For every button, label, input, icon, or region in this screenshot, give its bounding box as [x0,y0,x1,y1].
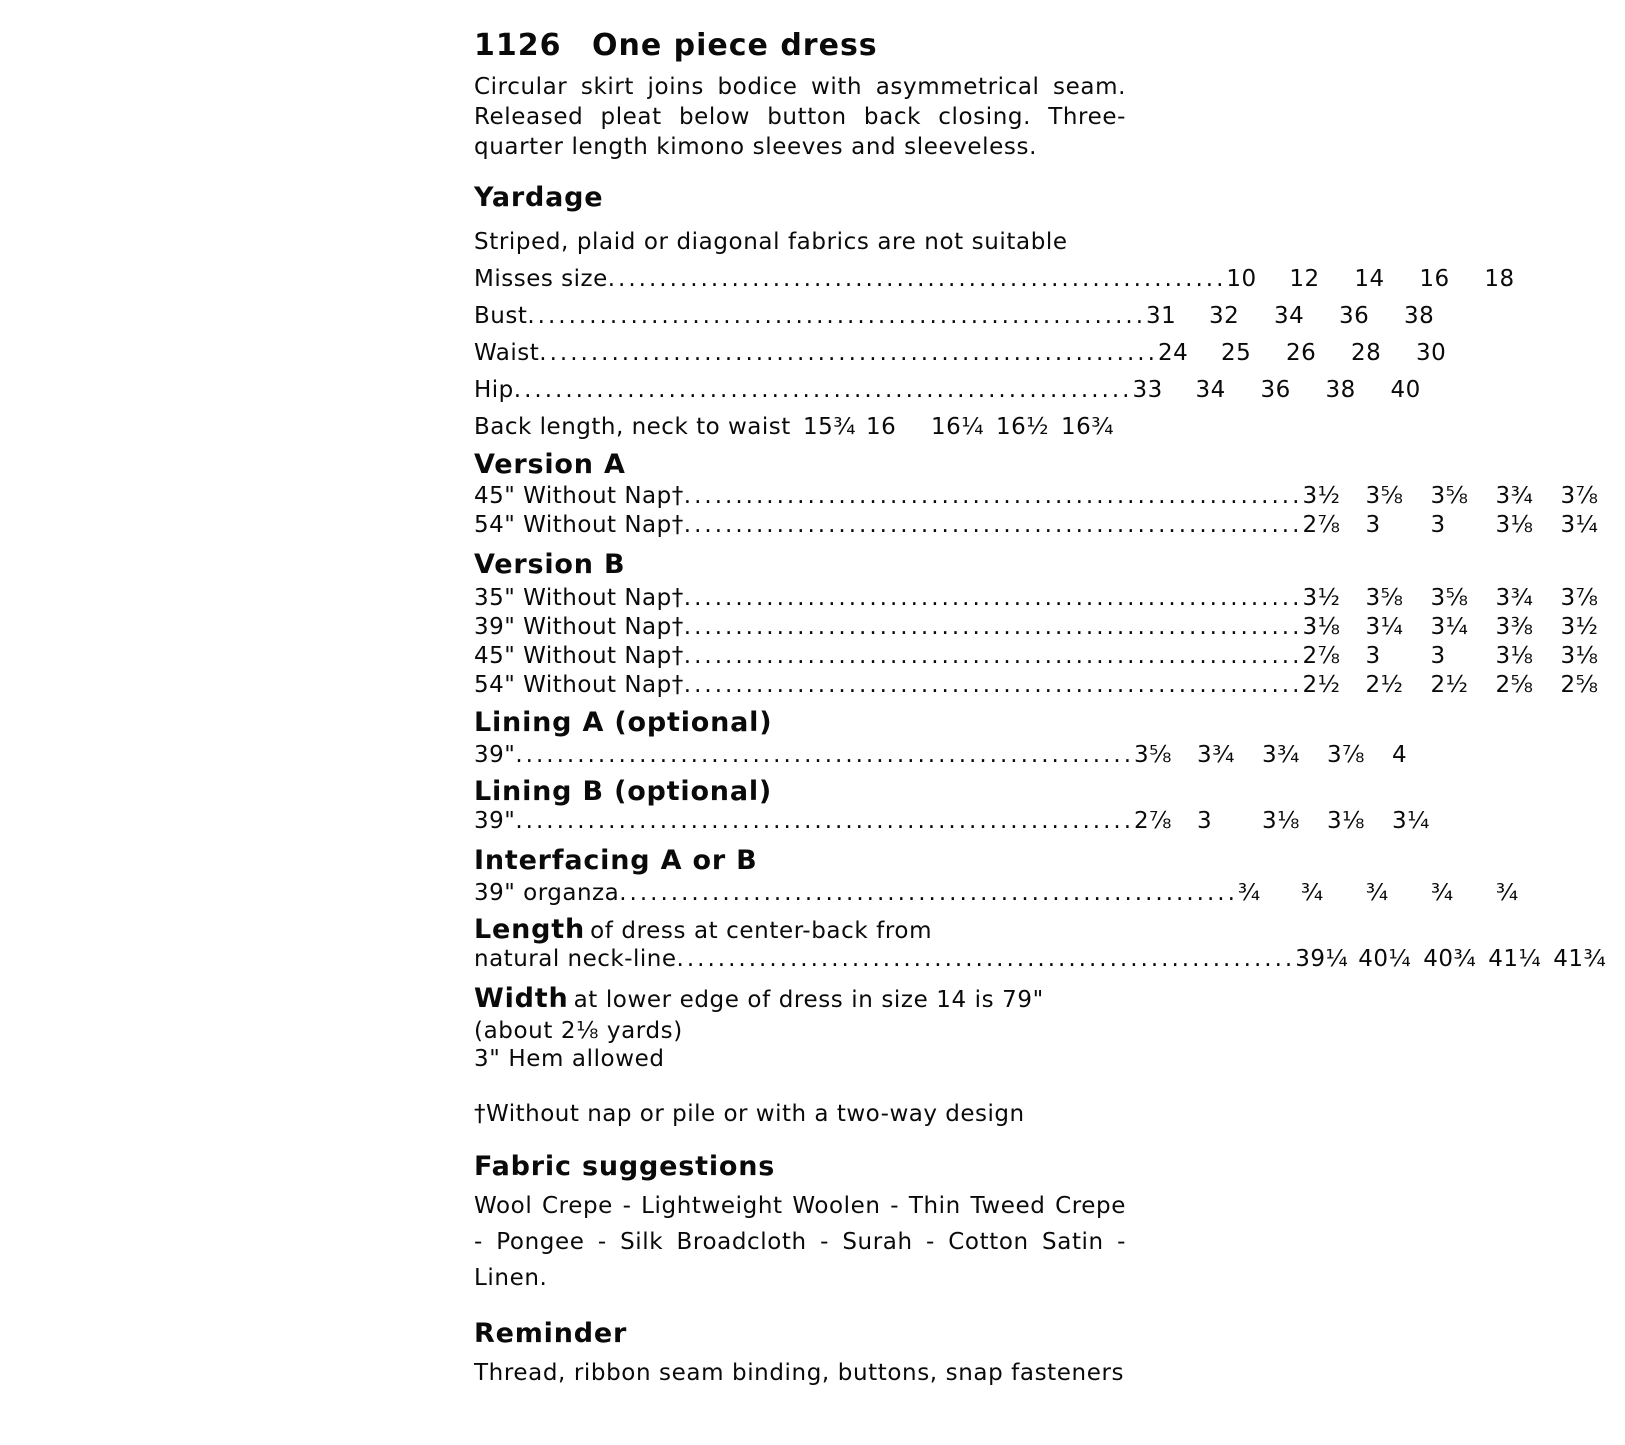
size-value: 30 [1415,340,1447,366]
length-table [474,944,1607,974]
yardage-note: Striped, plaid or diagonal fabrics are not suitable [474,229,1068,255]
row-label-text: 39" [474,808,516,834]
size-value: 2⅞ [1134,808,1172,834]
size-value: 32 [1209,303,1240,329]
size-value: 3⅝ [1430,585,1469,611]
dot-leader: ............................................................ [683,614,1303,640]
size-value: 3½ [1560,614,1599,640]
size-value: ¾ [1237,880,1261,906]
reminder-heading: Reminder [474,1318,628,1349]
interfacing-heading: Interfacing A or B [474,845,758,876]
fabric-text: Wool Crepe - Lightweight Woolen - Thin Tweed Crepe - Pongee - Silk Broadcloth - Surah - Cotton Satin - Linen. [474,1193,1126,1291]
size-value: 14 [1354,266,1385,292]
table-row [474,642,1599,671]
row-label [474,261,1226,298]
row-label-text: 39" organza [474,880,620,906]
size-value: 4 [1392,742,1408,768]
table-row [474,335,1447,372]
dot-leader: ............................................................ [607,266,1227,292]
table-row [474,372,1421,409]
size-value: 2⅞ [1302,643,1341,669]
row-label [474,335,1158,372]
size-value: 34 [1274,303,1305,329]
row-label [474,372,1132,409]
size-value: 40 [1390,377,1421,403]
size-value: 16¾ [1061,414,1115,440]
table-row [474,671,1599,700]
size-value: 3 [1365,512,1381,538]
size-value: 38 [1325,377,1356,403]
size-value: 36 [1260,377,1291,403]
row-label-text: 35" Without Nap† [474,585,684,611]
dot-leader: ............................................................ [515,808,1135,834]
size-value: 3½ [1302,483,1341,509]
row-label [474,671,1302,700]
size-value: 3⅛ [1262,808,1300,834]
row-label [474,944,1295,974]
width-text: at lower edge of dress in size 14 is 79" [573,987,1044,1013]
size-value: 16 [866,414,897,440]
size-value: 31 [1146,303,1177,329]
size-value: ¾ [1430,880,1454,906]
yardage-heading: Yardage [474,182,604,213]
size-value: 3⅛ [1495,643,1534,669]
table-row [474,806,1430,836]
size-value: 25 [1220,340,1252,366]
pattern-description: Circular skirt joins bodice with asymmetrical seam. Released pleat below button back closing. Three-quarter length kimono sleeves and sleeveless. [474,74,1126,160]
size-value: 24 [1157,340,1189,366]
row-label-text: 54" Without Nap† [474,672,684,698]
size-value: 3¾ [1495,483,1534,509]
table-row [474,740,1408,770]
size-value: 10 [1226,266,1257,292]
size-value: 41¾ [1553,946,1607,972]
size-value: 3¼ [1560,512,1599,538]
dot-leader: ............................................................ [513,377,1133,403]
pattern-name: One piece dress [592,28,878,63]
footnote: †Without nap or pile or with a two-way design [474,1101,1025,1127]
pattern-sheet [474,28,1607,1390]
dot-leader: ............................................................ [619,880,1238,906]
row-label [474,806,1134,836]
size-value: 3 [1430,512,1446,538]
size-value: 3¼ [1365,614,1404,640]
version-b-heading: Version B [474,549,626,580]
lining-b-table [474,806,1430,836]
pattern-title [474,28,1126,72]
size-value: 3⅝ [1365,585,1404,611]
lining-b-heading: Lining B (optional) [474,776,773,807]
dot-leader: ............................................................ [683,643,1303,669]
size-value: 16 [1419,266,1450,292]
table-row [474,298,1435,335]
size-value: 33 [1132,377,1163,403]
dot-leader: ............................................................ [527,303,1147,329]
size-value: 2⅝ [1560,672,1599,698]
table-row [474,482,1599,511]
size-value: 2½ [1302,672,1341,698]
size-value: 15¾ [803,414,857,440]
size-value: 12 [1289,266,1320,292]
size-value: 3⅞ [1327,742,1365,768]
size-value: 2⅞ [1302,512,1341,538]
size-value: 3¾ [1197,742,1235,768]
row-label [474,642,1302,671]
version-b-table [474,584,1599,700]
size-value: 41¼ [1488,946,1542,972]
version-a-table [474,482,1599,540]
size-value: 3⅝ [1134,742,1172,768]
dot-leader: ............................................................ [515,742,1135,768]
length-text: of dress at center-back from [590,918,933,944]
length-heading: Length [474,914,585,945]
row-label-text: Misses size [474,266,608,292]
row-label-text: Waist [474,340,540,366]
size-value: 39¼ [1295,946,1349,972]
width-yards: (about 2⅛ yards) [474,1018,683,1044]
size-value: 3¾ [1262,742,1300,768]
pattern-number: 1126 [474,28,562,63]
size-value: 40¾ [1423,946,1477,972]
version-a-heading: Version A [474,449,626,480]
dot-leader: ............................................................ [683,512,1303,538]
lining-a-table [474,740,1408,770]
size-value: ¾ [1495,880,1519,906]
table-row [474,944,1607,974]
size-value: 34 [1195,377,1226,403]
size-value: 3¼ [1392,808,1430,834]
size-value: 16½ [996,414,1050,440]
row-label [474,584,1302,613]
row-label [474,878,1238,908]
row-label [474,482,1302,511]
reminder-text: Thread, ribbon seam binding, buttons, snap fasteners [474,1360,1125,1386]
table-row [474,409,1126,446]
row-label-text: 39" Without Nap† [474,614,684,640]
size-value: ¾ [1365,880,1389,906]
size-value: 3⅛ [1495,512,1534,538]
row-label-text: 54" Without Nap† [474,512,684,538]
size-value: 3½ [1302,585,1341,611]
row-label-text: natural neck-line [474,946,677,972]
width-heading: Width [474,983,569,1014]
hem-allowance: 3" Hem allowed [474,1046,665,1072]
length-line [474,908,1126,944]
size-value: 2½ [1365,672,1404,698]
row-label [474,298,1146,335]
row-label-text: 39" [474,742,516,768]
size-value: 3⅛ [1327,808,1365,834]
row-label [474,409,803,446]
table-row [474,511,1599,540]
row-label-text: Back length, neck to waist [474,414,791,440]
interfacing-table [474,878,1519,908]
size-value: 28 [1350,340,1382,366]
lining-a-heading: Lining A (optional) [474,707,773,738]
dot-leader: ............................................................ [676,946,1296,972]
size-value: 2⅝ [1495,672,1534,698]
measurement-table [474,261,1515,446]
size-value: 3 [1365,643,1381,669]
size-value: 3⅜ [1495,614,1534,640]
size-value: 38 [1404,303,1435,329]
size-value: 3⅞ [1560,585,1599,611]
dot-leader: ............................................................ [683,483,1303,509]
size-value: 3 [1197,808,1213,834]
row-label [474,613,1302,642]
dot-leader: ............................................................ [683,672,1303,698]
row-label-text: 45" Without Nap† [474,643,684,669]
size-value: 36 [1339,303,1370,329]
size-value: 40¼ [1358,946,1412,972]
size-value: 2½ [1430,672,1469,698]
dot-leader: ............................................................ [539,340,1158,366]
table-row [474,613,1599,642]
table-row [474,584,1599,613]
row-label-text: 45" Without Nap† [474,483,684,509]
size-value: 3⅛ [1302,614,1341,640]
width-line [474,974,1126,1014]
row-label-text: Hip [474,377,514,403]
size-value: 3⅝ [1365,483,1404,509]
table-row [474,261,1515,298]
size-value: 3⅞ [1560,483,1599,509]
size-value: 3⅛ [1560,643,1599,669]
dot-leader: ............................................................ [683,585,1303,611]
row-label [474,740,1134,770]
fabric-heading: Fabric suggestions [474,1151,776,1182]
table-row [474,878,1519,908]
size-value: 18 [1484,266,1515,292]
size-value: 3¼ [1430,614,1469,640]
size-value: 3 [1430,643,1446,669]
size-value: 3⅝ [1430,483,1469,509]
size-value: 26 [1285,340,1317,366]
row-label-text: Bust [474,303,528,329]
size-value: 16¼ [931,414,985,440]
row-label [474,511,1302,540]
size-value: 3¾ [1495,585,1534,611]
size-value: ¾ [1300,880,1324,906]
